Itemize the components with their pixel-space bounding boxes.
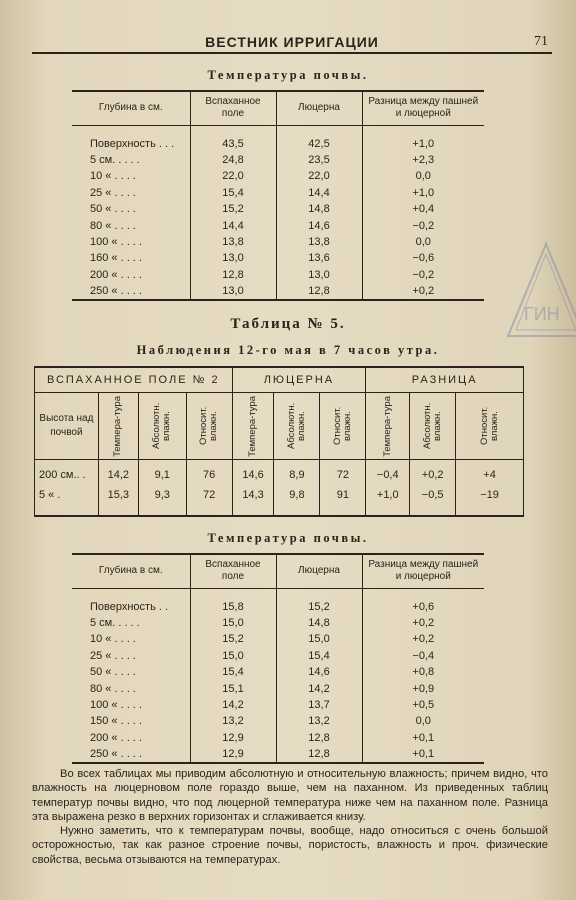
page-number: 71 — [534, 34, 548, 49]
value-cell: 14,4 — [276, 185, 362, 201]
height-cell: 200 см.. . — [35, 460, 99, 486]
value-cell: 72 — [320, 460, 366, 486]
value-cell: −0,2 — [362, 267, 484, 283]
value-cell: −0,5 — [410, 485, 456, 505]
value-cell: +1,0 — [366, 485, 410, 505]
col-header-alfalfa: Люцерна — [276, 554, 362, 588]
value-cell: 9,3 — [138, 485, 186, 505]
value-cell: 12,8 — [190, 267, 276, 283]
value-cell: 14,4 — [190, 217, 276, 233]
value-cell: 0,0 — [362, 234, 484, 250]
value-cell: +0,1 — [362, 746, 484, 763]
table-row — [72, 185, 484, 201]
table-row — [72, 664, 484, 680]
value-cell: 91 — [320, 485, 366, 505]
value-cell: +0,4 — [362, 201, 484, 217]
value-cell: 14,6 — [276, 664, 362, 680]
value-cell: 15,2 — [190, 201, 276, 217]
value-cell: 0,0 — [362, 168, 484, 184]
library-stamp-icon — [506, 240, 576, 340]
table-row — [72, 152, 484, 168]
value-cell: 15,4 — [190, 185, 276, 201]
value-cell: +2,3 — [362, 152, 484, 168]
observations-table-5 — [34, 366, 524, 517]
depth-cell: 100 « . . . . — [90, 699, 142, 712]
value-cell: 76 — [186, 460, 232, 486]
depth-cell: 80 « . . . . — [90, 682, 136, 695]
table-row — [72, 201, 484, 217]
value-cell: −0,4 — [362, 648, 484, 664]
depth-cell: 5 см. . . . . — [90, 617, 140, 630]
sub-header-rel-humidity: Относит. влажн. — [456, 393, 524, 460]
col-header-depth: Глубина в см. — [72, 91, 190, 125]
value-cell: +1,0 — [362, 136, 484, 152]
value-cell: +0,2 — [410, 460, 456, 486]
depth-cell: 5 см. . . . . — [90, 154, 140, 167]
value-cell: 13,8 — [190, 234, 276, 250]
value-cell: 15,3 — [98, 485, 138, 505]
table-row — [72, 599, 484, 615]
col-header-difference: Разница между пашней и люцерной — [362, 91, 484, 125]
value-cell: 22,0 — [276, 168, 362, 184]
value-cell: 9,8 — [274, 485, 320, 505]
depth-cell: 250 « . . . . — [90, 748, 142, 761]
value-cell: 12,9 — [190, 746, 276, 763]
depth-cell: 50 « . . . . — [90, 203, 136, 216]
value-cell: −0,2 — [362, 217, 484, 233]
soil-temperature-table-1 — [72, 90, 484, 301]
value-cell: 12,8 — [276, 283, 362, 300]
body-text — [32, 767, 548, 867]
table-row — [72, 615, 484, 631]
value-cell: 23,5 — [276, 152, 362, 168]
sub-header-temp: Темпера-тура — [98, 393, 138, 460]
value-cell: 14,8 — [276, 615, 362, 631]
value-cell: 72 — [186, 485, 232, 505]
value-cell: 15,0 — [276, 631, 362, 647]
sub-header-temp: Темпера-тура — [232, 393, 274, 460]
table-row — [35, 485, 524, 505]
sub-header-abs-humidity: Абсолютн. влажн. — [138, 393, 186, 460]
value-cell: 12,8 — [276, 746, 362, 763]
value-cell: 15,8 — [190, 599, 276, 615]
sub-header-rel-humidity: Относит. влажн. — [186, 393, 232, 460]
value-cell: +0,2 — [362, 631, 484, 647]
col-header-depth: Глубина в см. — [72, 554, 190, 588]
value-cell: 15,4 — [276, 648, 362, 664]
soil-temperature-table-2 — [72, 553, 484, 764]
depth-cell: Поверхность . . . — [90, 137, 175, 150]
value-cell: 8,9 — [274, 460, 320, 486]
value-cell: +0,2 — [362, 283, 484, 300]
value-cell: 0,0 — [362, 713, 484, 729]
table-row — [72, 713, 484, 729]
depth-cell: 50 « . . . . — [90, 666, 136, 679]
paragraph: Во всех таблицах мы приводим абсолютную и относительную влажность; причем видно, что влажность на люцерновом поле гораздо выше, чем на паханном. Из приведенных таблиц температур почвы видно, что под люцерной температура ниже чем на паханном поле. Разница эта выражена резко в верхних горизонтах и сглаживается книзу. — [32, 768, 548, 823]
value-cell: 43,5 — [190, 136, 276, 152]
depth-cell: 160 « . . . . — [90, 252, 142, 265]
sub-header-abs-humidity: Абсолютн. влажн. — [410, 393, 456, 460]
value-cell: 15,0 — [190, 615, 276, 631]
value-cell: 15,2 — [190, 631, 276, 647]
sub-header-temp: Темпера-тура — [366, 393, 410, 460]
col-header-difference: Разница между пашней и люцерной — [362, 554, 484, 588]
page-header — [32, 30, 552, 54]
value-cell: 13,2 — [190, 713, 276, 729]
sub-header-rel-humidity: Относит. влажн. — [320, 393, 366, 460]
value-cell: −19 — [456, 485, 524, 505]
value-cell: 13,2 — [276, 713, 362, 729]
value-cell: 14,6 — [232, 460, 274, 486]
value-cell: 13,0 — [190, 250, 276, 266]
value-cell: +0,9 — [362, 680, 484, 696]
value-cell: 14,2 — [276, 680, 362, 696]
depth-cell: 25 « . . . . — [90, 649, 136, 662]
value-cell: 14,2 — [190, 697, 276, 713]
value-cell: 24,8 — [190, 152, 276, 168]
col-header-alfalfa: Люцерна — [276, 91, 362, 125]
value-cell: +4 — [456, 460, 524, 486]
value-cell: −0,4 — [366, 460, 410, 486]
depth-cell: 10 « . . . . — [90, 170, 136, 183]
depth-cell: 100 « . . . . — [90, 236, 142, 249]
table-row — [72, 234, 484, 250]
table-row — [72, 648, 484, 664]
value-cell: 13,8 — [276, 234, 362, 250]
value-cell: +0,1 — [362, 730, 484, 746]
depth-cell: 200 « . . . . — [90, 268, 142, 281]
depth-cell: 150 « . . . . — [90, 715, 142, 728]
group-header-alfalfa: ЛЮЦЕРНА — [232, 367, 366, 393]
table-row — [72, 250, 484, 266]
value-cell: 9,1 — [138, 460, 186, 486]
col-header-plowed: Вспаханное поле — [190, 91, 276, 125]
table5-title: Таблица № 5. — [230, 316, 346, 332]
value-cell: 15,0 — [190, 648, 276, 664]
value-cell: 42,5 — [276, 136, 362, 152]
table1-caption: Температура почвы. — [207, 68, 369, 82]
value-cell: 14,3 — [232, 485, 274, 505]
depth-cell: 200 « . . . . — [90, 731, 142, 744]
height-cell: 5 « . — [35, 485, 99, 505]
group-header-difference: РАЗНИЦА — [366, 367, 524, 393]
table-row — [72, 168, 484, 184]
table5-subtitle: Наблюдения 12-го мая в 7 часов утра. — [136, 343, 440, 357]
table-row — [72, 631, 484, 647]
value-cell: 13,0 — [276, 267, 362, 283]
depth-cell: 80 « . . . . — [90, 219, 136, 232]
value-cell: 13,7 — [276, 697, 362, 713]
depth-cell: 25 « . . . . — [90, 186, 136, 199]
value-cell: −0,6 — [362, 250, 484, 266]
table-row — [72, 136, 484, 152]
value-cell: 12,8 — [276, 730, 362, 746]
value-cell: 12,9 — [190, 730, 276, 746]
value-cell: +0,2 — [362, 615, 484, 631]
value-cell: 15,1 — [190, 680, 276, 696]
table-row — [72, 217, 484, 233]
table-row — [72, 746, 484, 763]
group-header-plowed: ВСПАХАННОЕ ПОЛЕ № 2 — [35, 367, 233, 393]
table-row — [72, 680, 484, 696]
table-row — [35, 460, 524, 486]
table3-caption: Температура почвы. — [207, 531, 369, 545]
value-cell: 13,6 — [276, 250, 362, 266]
value-cell: 14,2 — [98, 460, 138, 486]
depth-cell: Поверхность . . — [90, 600, 169, 613]
svg-text:ГИН: ГИН — [524, 304, 560, 324]
value-cell: 14,8 — [276, 201, 362, 217]
paragraph: Нужно заметить, что к температурам почвы, вообще, надо относиться с очень большой осторожностью, так как разное строение почвы, пористость, влажность и проч. физические свойства, весьма отзываются на температурах. — [32, 825, 548, 866]
table-row — [72, 283, 484, 300]
sub-header-abs-humidity: Абсолютн. влажн. — [274, 393, 320, 460]
journal-title: ВЕСТНИК ИРРИГАЦИИ — [205, 34, 379, 50]
value-cell: 22,0 — [190, 168, 276, 184]
value-cell: +1,0 — [362, 185, 484, 201]
value-cell: 14,6 — [276, 217, 362, 233]
value-cell: 13,0 — [190, 283, 276, 300]
value-cell: 15,2 — [276, 599, 362, 615]
table-row — [72, 267, 484, 283]
table-row — [72, 730, 484, 746]
row-header-height: Высота над почвой — [35, 393, 99, 460]
depth-cell: 10 « . . . . — [90, 633, 136, 646]
depth-cell: 250 « . . . . — [90, 285, 142, 298]
value-cell: 15,4 — [190, 664, 276, 680]
value-cell: +0,8 — [362, 664, 484, 680]
table-row — [72, 697, 484, 713]
value-cell: +0,6 — [362, 599, 484, 615]
col-header-plowed: Вспаханное поле — [190, 554, 276, 588]
value-cell: +0,5 — [362, 697, 484, 713]
